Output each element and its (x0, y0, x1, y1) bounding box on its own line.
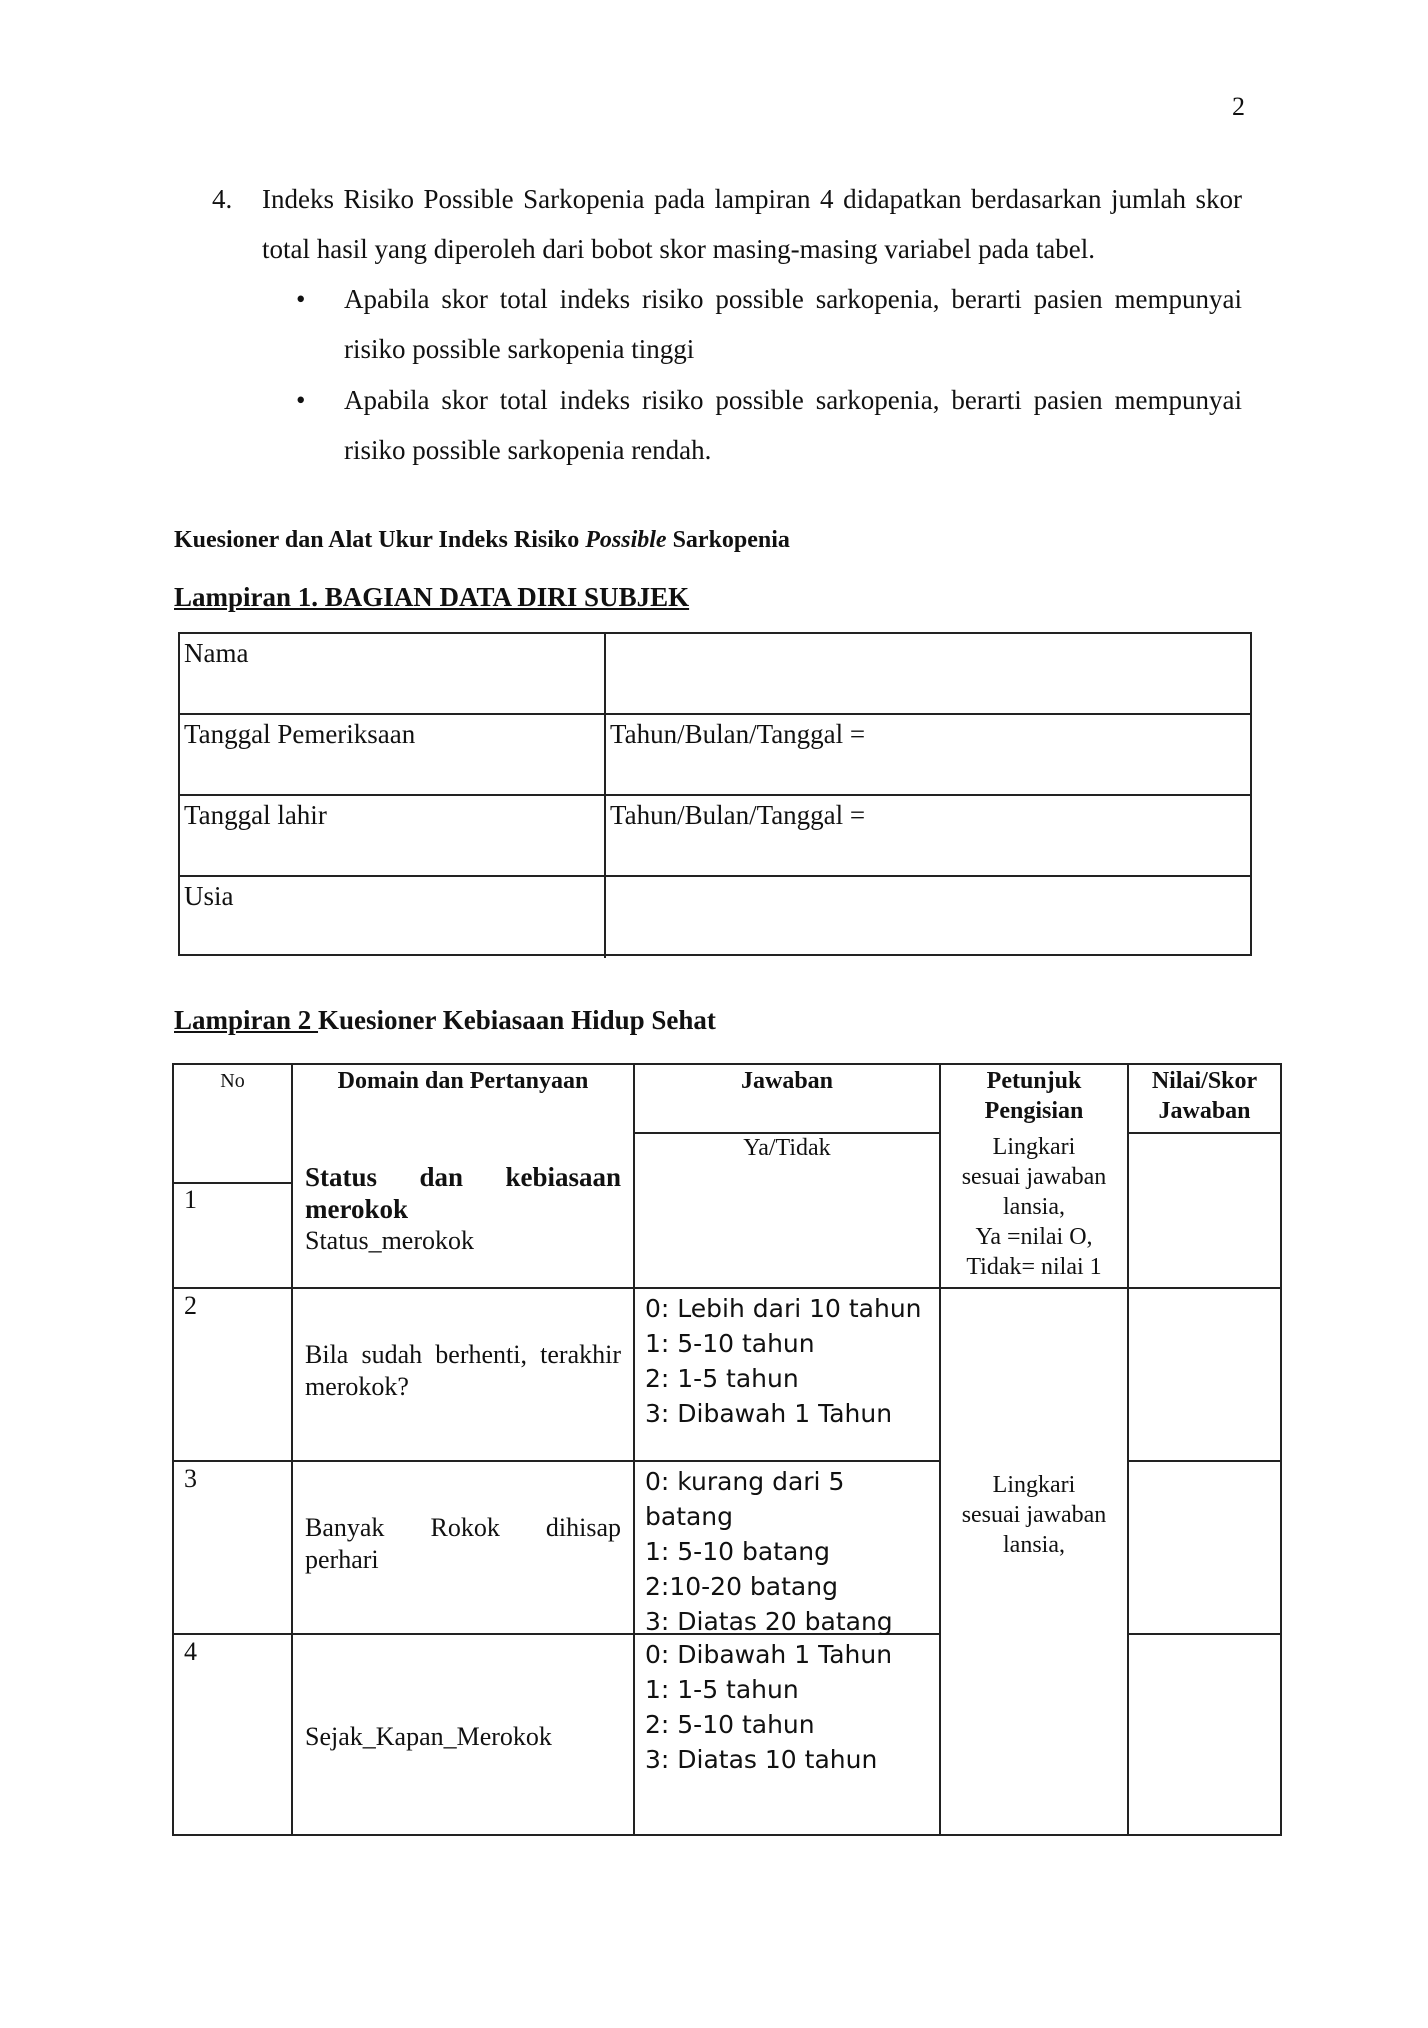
question-cell: Sejak_Kapan_Merokok (305, 1722, 552, 1751)
bullet-item (296, 274, 1242, 374)
table-divider (1127, 1132, 1280, 1134)
instruction-line: sesuai jawaban (961, 1502, 1107, 1528)
lampiran2-title-rest: Kuesioner Kebiasaan Hidup Sehat (318, 1005, 716, 1035)
header-nilai: Nilai/Skor Jawaban (1151, 1068, 1258, 1124)
list-item-number: 4. (212, 184, 233, 214)
table-divider (174, 1460, 939, 1462)
table-divider (291, 1065, 293, 1834)
table-cell-label: Usia (180, 877, 606, 958)
list-item-4 (212, 174, 1242, 274)
lifestyle-questionnaire-table (172, 1063, 1282, 1836)
header-domain: Domain dan Pertanyaan (337, 1068, 589, 1094)
bullet-icon: • (296, 385, 306, 415)
table-divider (174, 1287, 1280, 1289)
instruction-line: Lingkari (992, 1472, 1076, 1498)
instruction-cell (941, 1132, 1127, 1282)
table-cell-value (606, 877, 1250, 966)
answer-option: 1: 5-10 batang (645, 1537, 830, 1566)
answer-option: 2: 5-10 tahun (645, 1710, 815, 1739)
table-divider (1127, 1633, 1280, 1635)
answer-option: 3: Diatas 20 batang (645, 1607, 893, 1636)
section-heading (174, 527, 790, 554)
answer-options (645, 1291, 935, 1431)
answer-option: 3: Dibawah 1 Tahun (645, 1399, 893, 1428)
row-number: 1 (184, 1185, 197, 1214)
answer-option: 0: Lebih dari 10 tahun (645, 1294, 922, 1323)
table-cell-label: Nama (180, 634, 606, 713)
lampiran1-title (174, 582, 689, 613)
table-row (180, 796, 1250, 877)
personal-data-table (178, 632, 1252, 956)
table-cell-label: Tanggal Pemeriksaan (180, 715, 606, 794)
heading-italic: Possible (585, 527, 667, 553)
instruction-line: Lingkari (992, 1134, 1076, 1160)
table-row (180, 715, 1250, 796)
heading-part: Kuesioner dan Alat Ukur Indeks Risiko (174, 527, 586, 553)
table-divider (174, 1182, 291, 1184)
answer-option: 1: 5-10 tahun (645, 1329, 815, 1358)
answer-cell: Ya/Tidak (743, 1135, 831, 1161)
row-number: 2 (184, 1291, 197, 1320)
answer-options (645, 1464, 935, 1639)
domain-title: Status dan kebiasaan merokok (305, 1162, 621, 1224)
instruction-cell-merged (941, 1470, 1127, 1560)
header-jawaban: Jawaban (740, 1068, 834, 1094)
lampiran2-title-underlined: Lampiran 2 (174, 1005, 319, 1035)
header-petunjuk: Petunjuk Pengisian (984, 1068, 1084, 1124)
instruction-line: lansia, (1003, 1194, 1065, 1220)
instruction-line: lansia, (1003, 1532, 1065, 1558)
page-number: 2 (1232, 92, 1245, 121)
table-cell-value: Tahun/Bulan/Tanggal = (610, 719, 866, 749)
answer-option: 2: 1-5 tahun (645, 1364, 799, 1393)
table-cell-value (606, 634, 1250, 721)
list-item-text: Indeks Risiko Possible Sarkopenia pada lampiran 4 didapatkan berdasarkan jumlah skor total hasil yang diperoleh dari bobot skor masing-masing variabel pada tabel. (262, 184, 1242, 264)
domain-cell (305, 1161, 621, 1257)
bullet-item (296, 375, 1242, 475)
table-row (180, 634, 1250, 715)
row-number: 4 (184, 1637, 197, 1666)
answer-option: 1: 1-5 tahun (645, 1675, 799, 1704)
lampiran2-title (174, 1005, 716, 1036)
bullet-text: Apabila skor total indeks risiko possible sarkopenia, berarti pasien mempunyai risiko possible sarkopenia tinggi (344, 284, 1242, 364)
question-cell: Bila sudah berhenti, terakhir merokok? (305, 1340, 621, 1401)
instruction-line: Ya =nilai O, (975, 1224, 1093, 1250)
table-cell-value: Tahun/Bulan/Tanggal = (610, 800, 866, 830)
heading-part: Sarkopenia (666, 527, 790, 553)
table-row (180, 877, 1250, 958)
answer-options (645, 1637, 935, 1777)
answer-option: 0: kurang dari 5 batang (645, 1467, 845, 1531)
bullet-text: Apabila skor total indeks risiko possible sarkopenia, berarti pasien mempunyai risiko possible sarkopenia rendah. (344, 385, 1242, 465)
table-divider (1127, 1065, 1129, 1834)
table-cell-label: Tanggal lahir (180, 796, 606, 875)
domain-subtitle: Status_merokok (305, 1226, 474, 1255)
answer-option: 3: Diatas 10 tahun (645, 1745, 878, 1774)
instruction-line: sesuai jawaban (961, 1164, 1107, 1190)
row-number: 3 (184, 1464, 197, 1493)
table-divider (633, 1065, 635, 1834)
answer-option: 0: Dibawah 1 Tahun (645, 1640, 893, 1669)
table-divider (1127, 1460, 1280, 1462)
question-cell: Banyak Rokok dihisap perhari (305, 1513, 621, 1574)
bullet-icon: • (296, 284, 306, 314)
lampiran1-title-text: Lampiran 1. BAGIAN DATA DIRI SUBJEK (174, 582, 690, 612)
header-no: No (220, 1070, 245, 1092)
instruction-line: Tidak= nilai 1 (966, 1254, 1102, 1280)
answer-option: 2:10-20 batang (645, 1572, 838, 1601)
